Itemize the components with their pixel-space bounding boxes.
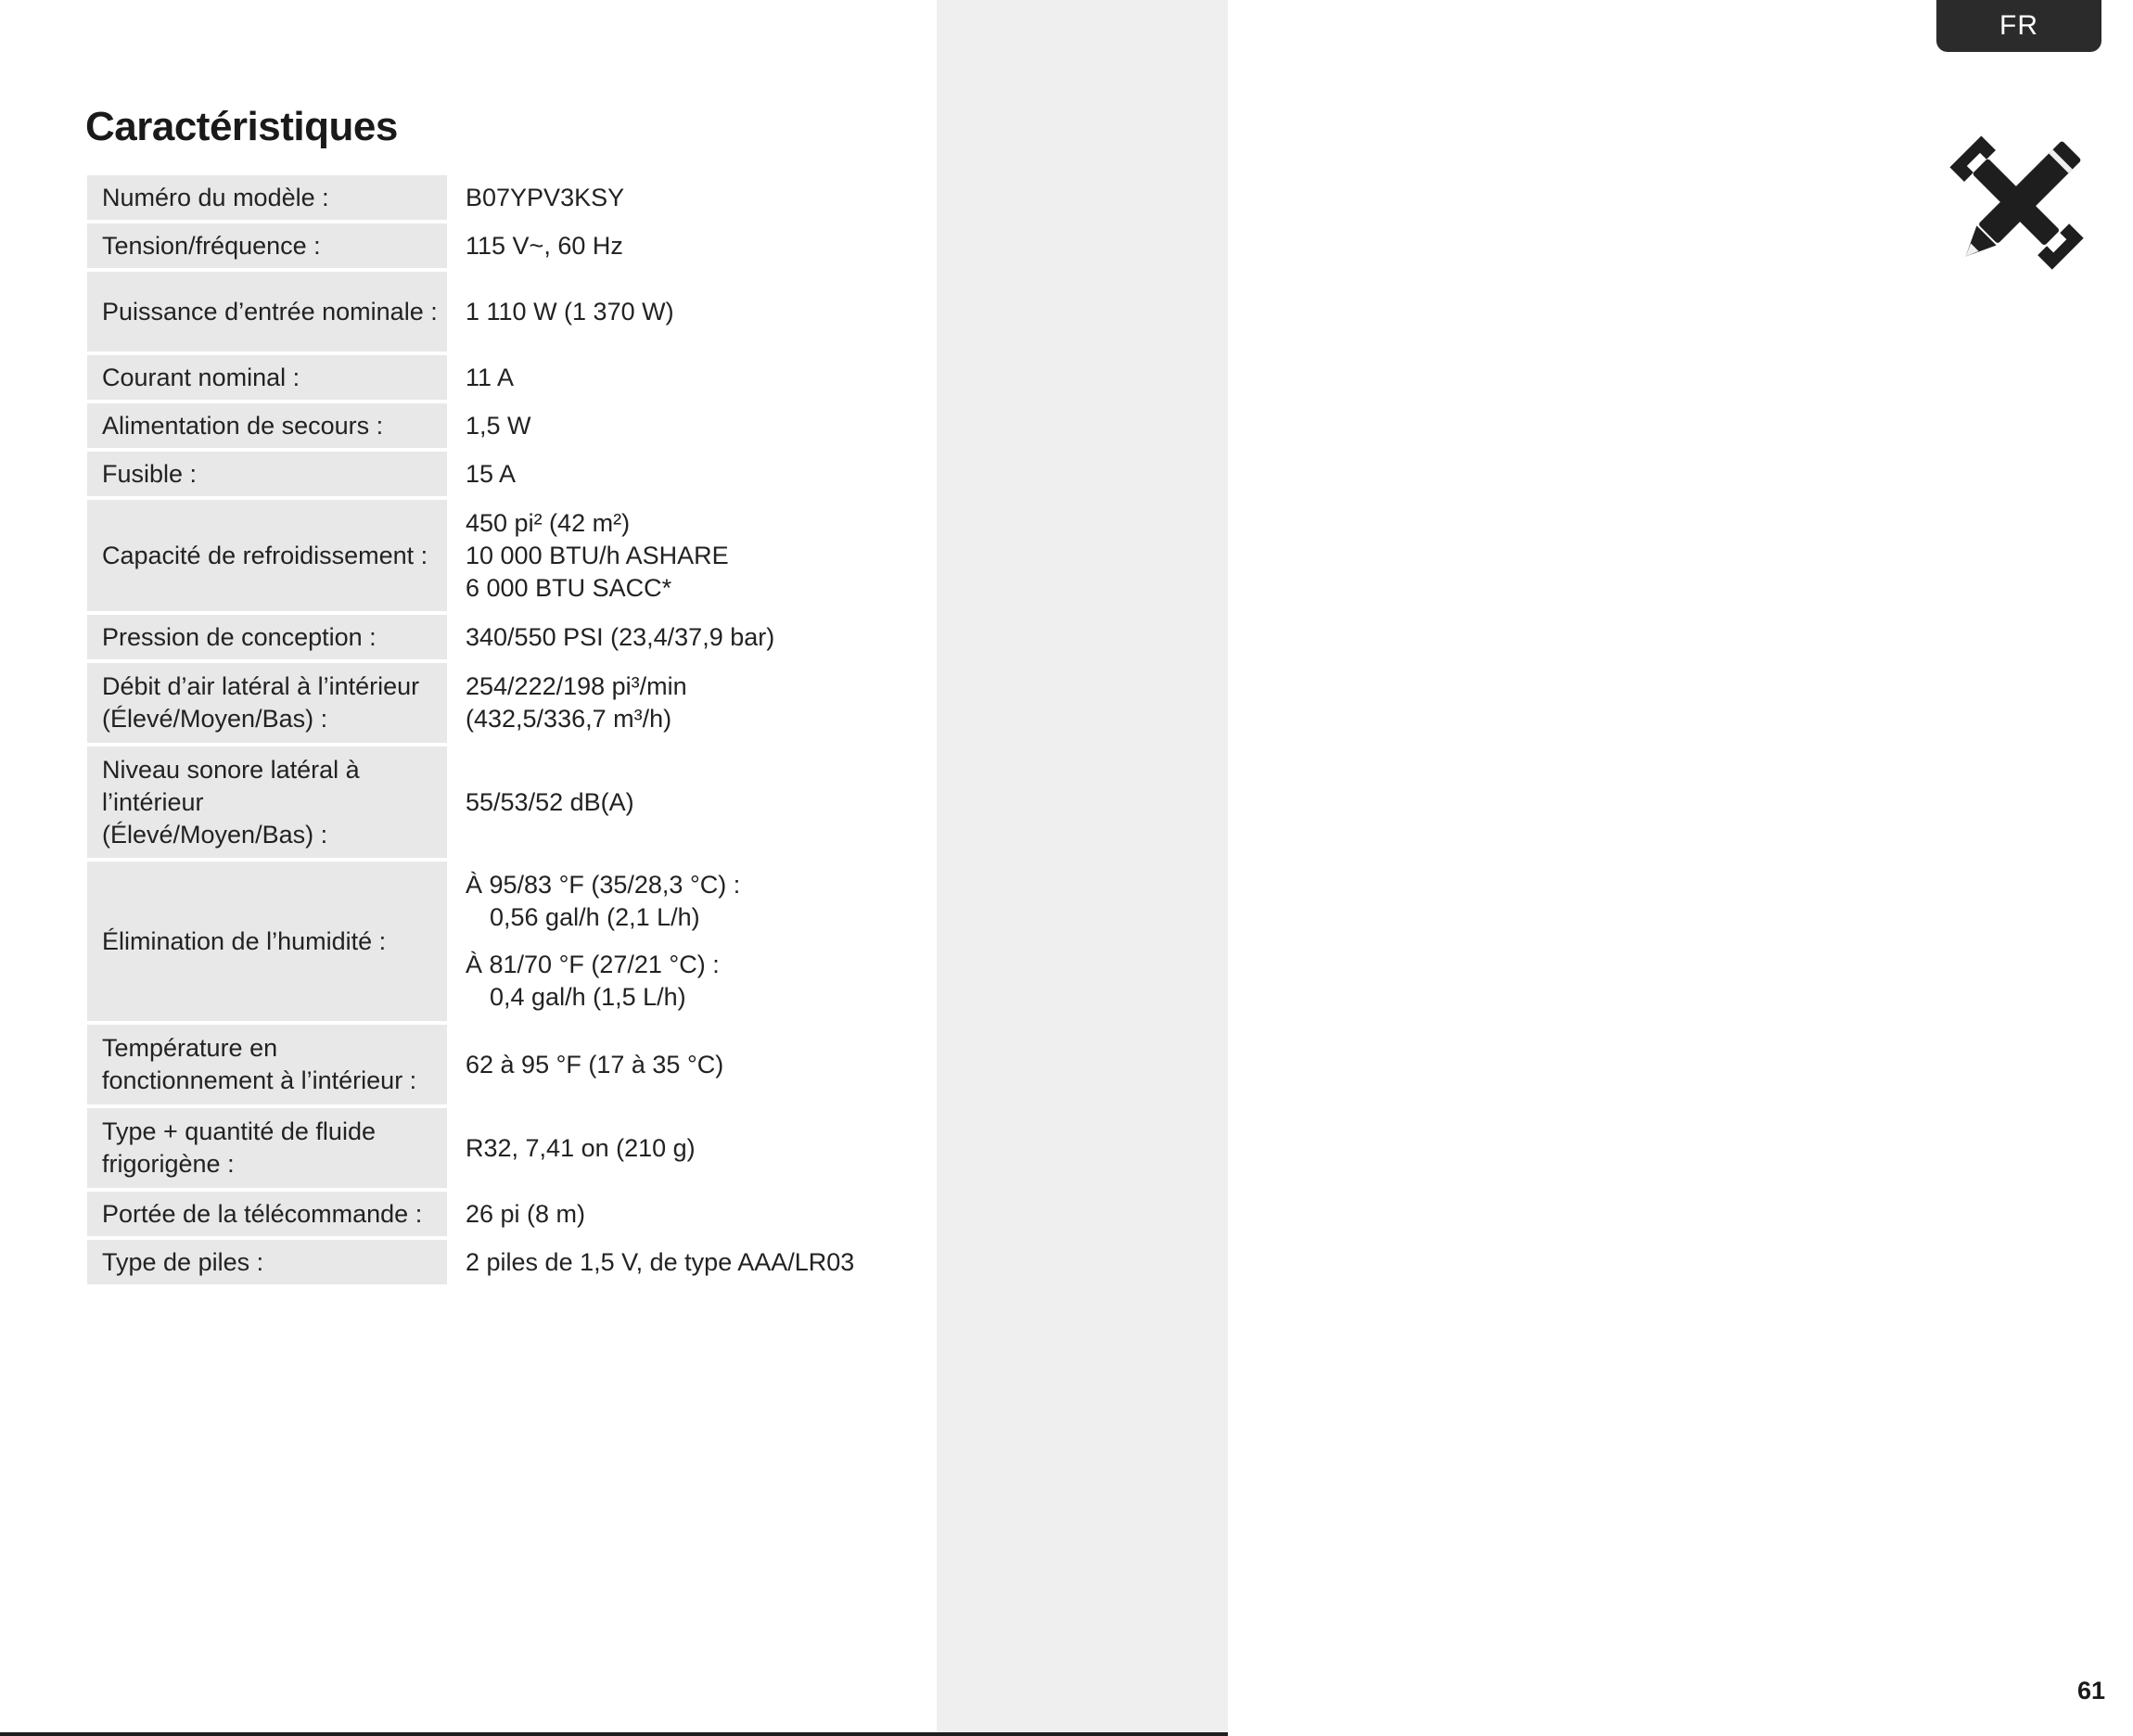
spec-row-humidity: [87, 862, 894, 1021]
spec-label: Alimentation de secours :: [87, 403, 447, 448]
spec-value: 115 V~, 60 Hz: [466, 231, 623, 260]
spec-label: Température en fonctionnement à l’intérieur :: [87, 1025, 447, 1104]
spec-row-voltage: [87, 223, 894, 268]
cooling-area: 450 pi² (42 m²): [466, 508, 631, 537]
cooling-ashare: 10 000 BTU/h ASHARE: [466, 541, 729, 569]
spec-value: [447, 663, 894, 743]
humidity-rate: 0,56 gal/h (2,1 L/h): [490, 903, 700, 931]
spec-value: 340/550 PSI (23,4/37,9 bar): [466, 622, 775, 651]
spec-table: [87, 172, 894, 1288]
spec-label: Courant nominal :: [87, 355, 447, 400]
spec-row-refrigerant: [87, 1108, 894, 1188]
spec-value: 62 à 95 °F (17 à 35 °C): [466, 1050, 724, 1079]
spec-label: Portée de la télécommande :: [87, 1192, 447, 1236]
airflow-imperial: 254/222/198 pi³/min: [466, 672, 687, 700]
page-number: 61: [2077, 1677, 2106, 1704]
spec-label: Débit d’air latéral à l’intérieur (Élevé/Moyen/Bas) :: [87, 663, 447, 743]
spec-row-pressure: [87, 615, 894, 659]
airflow-metric: (432,5/336,7 m³/h): [466, 705, 672, 733]
spec-value: [447, 500, 894, 611]
spec-value: 1,5 W: [466, 411, 531, 440]
spec-row-remote: [87, 1192, 894, 1236]
humidity-group: [466, 949, 885, 1014]
humidity-group: [466, 869, 885, 934]
spec-label: Type de piles :: [87, 1240, 447, 1284]
spec-label: Fusible :: [87, 452, 447, 496]
spec-row-fuse: [87, 452, 894, 496]
spec-row-airflow: [87, 663, 894, 743]
side-panel: [937, 0, 2106, 1732]
spec-label: Type + quantité de fluide frigorigène :: [87, 1108, 447, 1188]
spec-row-batteries: [87, 1240, 894, 1284]
spec-value: R32, 7,41 on (210 g): [466, 1133, 696, 1162]
spec-label: Tension/fréquence :: [87, 223, 447, 268]
page-title: Caractéristiques: [85, 104, 398, 149]
humidity-condition: À 81/70 °F (27/21 °C) :: [466, 951, 720, 978]
spec-value: [447, 862, 894, 1021]
spec-label: [87, 747, 447, 858]
spec-value: 26 pi (8 m): [466, 1199, 586, 1228]
spec-row-cooling: [87, 500, 894, 611]
noise-label-line: (Élevé/Moyen/Bas) :: [102, 820, 328, 849]
noise-label-line: Niveau sonore latéral à: [102, 755, 360, 784]
noise-label-line: l’intérieur: [102, 787, 204, 816]
language-tab[interactable]: FR: [1936, 0, 2101, 52]
spec-row-noise: [87, 747, 894, 858]
spec-row-model: [87, 175, 894, 220]
spec-value: 15 A: [466, 459, 517, 488]
spec-value: B07YPV3KSY: [466, 183, 625, 211]
spec-row-power: [87, 272, 894, 351]
page-bottom-rule: [0, 1732, 1228, 1736]
spec-label: Pression de conception :: [87, 615, 447, 659]
spec-value: 55/53/52 dB(A): [466, 787, 634, 816]
spec-row-temperature: [87, 1025, 894, 1104]
spec-label: Numéro du modèle :: [87, 175, 447, 220]
spec-label: Élimination de l’humidité :: [87, 862, 447, 1021]
spec-value: 11 A: [466, 363, 515, 391]
spec-value: 1 110 W (1 370 W): [466, 297, 674, 326]
spec-label: Capacité de refroidissement :: [87, 500, 447, 611]
humidity-condition: À 95/83 °F (35/28,3 °C) :: [466, 871, 741, 899]
spec-value: 2 piles de 1,5 V, de type AAA/LR03: [466, 1247, 855, 1276]
cooling-sacc: 6 000 BTU SACC*: [466, 573, 672, 602]
spec-row-current: [87, 355, 894, 400]
humidity-rate: 0,4 gal/h (1,5 L/h): [490, 983, 686, 1011]
spec-row-standby: [87, 403, 894, 448]
tools-icon: [1938, 122, 2098, 286]
spec-label: Puissance d’entrée nominale :: [87, 272, 447, 351]
